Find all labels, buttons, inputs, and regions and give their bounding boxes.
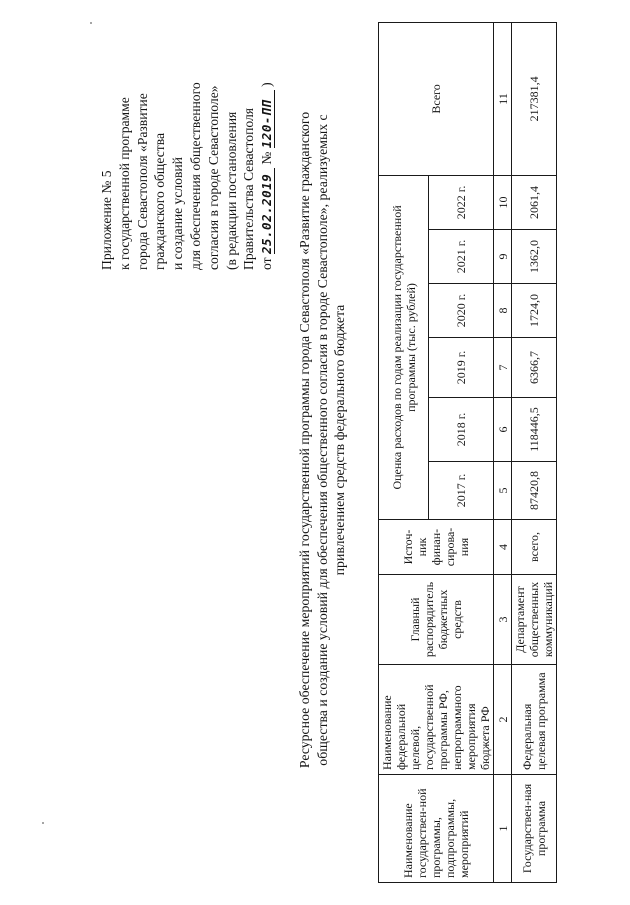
close-paren: ) (259, 82, 275, 87)
header-expense-estimate: Оценка расходов по годам реализации государственной программы (тыс. рублей) (379, 175, 429, 519)
column-number: 5 (494, 462, 512, 520)
scan-speck (42, 822, 44, 824)
heading-line: привлечением средств федерального бюджета (332, 304, 348, 576)
from-prefix: от (259, 257, 275, 270)
cell-value-2020: 1724,0 (512, 284, 557, 338)
header-year: 2019 г. (429, 338, 494, 398)
header-year: 2018 г. (429, 398, 494, 462)
appendix-line: (в редакции постановления (223, 111, 239, 270)
cell-value-2021: 1362,0 (512, 230, 557, 284)
header-administrator: Главный распорядитель бюджетных средств (379, 575, 494, 665)
cell-source: всего, (512, 520, 557, 575)
appendix-line: города Севастополя «Развитие (134, 93, 150, 270)
handwritten-number: 120-ПП (260, 90, 275, 148)
cell-administrator: Департамент общественных коммуникаций (512, 575, 557, 665)
cell-value-2022: 2061,4 (512, 175, 557, 229)
cell-value-2017: 87420,8 (512, 462, 557, 520)
column-number: 1 (494, 775, 512, 883)
column-number: 7 (494, 338, 512, 398)
appendix-line: согласия в городе Севастополе» (205, 85, 221, 270)
column-number: 8 (494, 284, 512, 338)
resource-table (378, 22, 557, 883)
column-number: 10 (494, 175, 512, 229)
column-number: 3 (494, 575, 512, 665)
document-heading (296, 5, 349, 875)
column-number: 9 (494, 230, 512, 284)
header-year: 2021 г. (429, 230, 494, 284)
appendix-line: гражданского общества (152, 133, 168, 270)
appendix-line: и создание условий (170, 157, 186, 270)
column-number: 4 (494, 520, 512, 575)
header-year: 2017 г. (429, 462, 494, 520)
cell-value-2018: 118446,5 (512, 398, 557, 462)
column-number: 11 (494, 22, 512, 175)
number-prefix: № (259, 151, 275, 165)
header-program-name: Наименование государствен-ной программы, подпрограммы, мероприятий (379, 775, 494, 883)
header-year: 2020 г. (429, 284, 494, 338)
header-year: 2022 г. (429, 175, 494, 229)
header-total: Всего (379, 22, 494, 175)
handwritten-date: 25.02.2019 (260, 168, 275, 254)
column-number: 2 (494, 665, 512, 775)
appendix-line: для обеспечения общественного (187, 82, 203, 270)
appendix-block (98, 2, 276, 270)
heading-line: общества и создание условий для обеспечения общественного согласия в городе Севастополе», реализуемых с (314, 114, 330, 766)
header-federal-program: Наименование федеральной целевой, государственной программы РФ, непрограммного мероприятия бюджета РФ (379, 665, 494, 775)
cell-value-2019: 6366,7 (512, 338, 557, 398)
cell-total: 217381,4 (512, 22, 557, 175)
appendix-line: к государственной программе (116, 97, 132, 270)
appendix-date-line (258, 2, 276, 270)
scan-speck (90, 22, 92, 24)
appendix-line: Приложение № 5 (99, 170, 114, 270)
appendix-line: Правительства Севастополя (241, 107, 257, 270)
heading-line: Ресурсное обеспечение мероприятий государственной программы города Севастополя «Развитие гражданского (297, 111, 312, 769)
header-funding-source: Источ-ник финан-сирова-ния (379, 520, 494, 575)
cell-program: Государствен-ная программа (512, 775, 557, 883)
cell-federal-program: Федеральная целевая программа (512, 665, 557, 775)
column-number: 6 (494, 398, 512, 462)
